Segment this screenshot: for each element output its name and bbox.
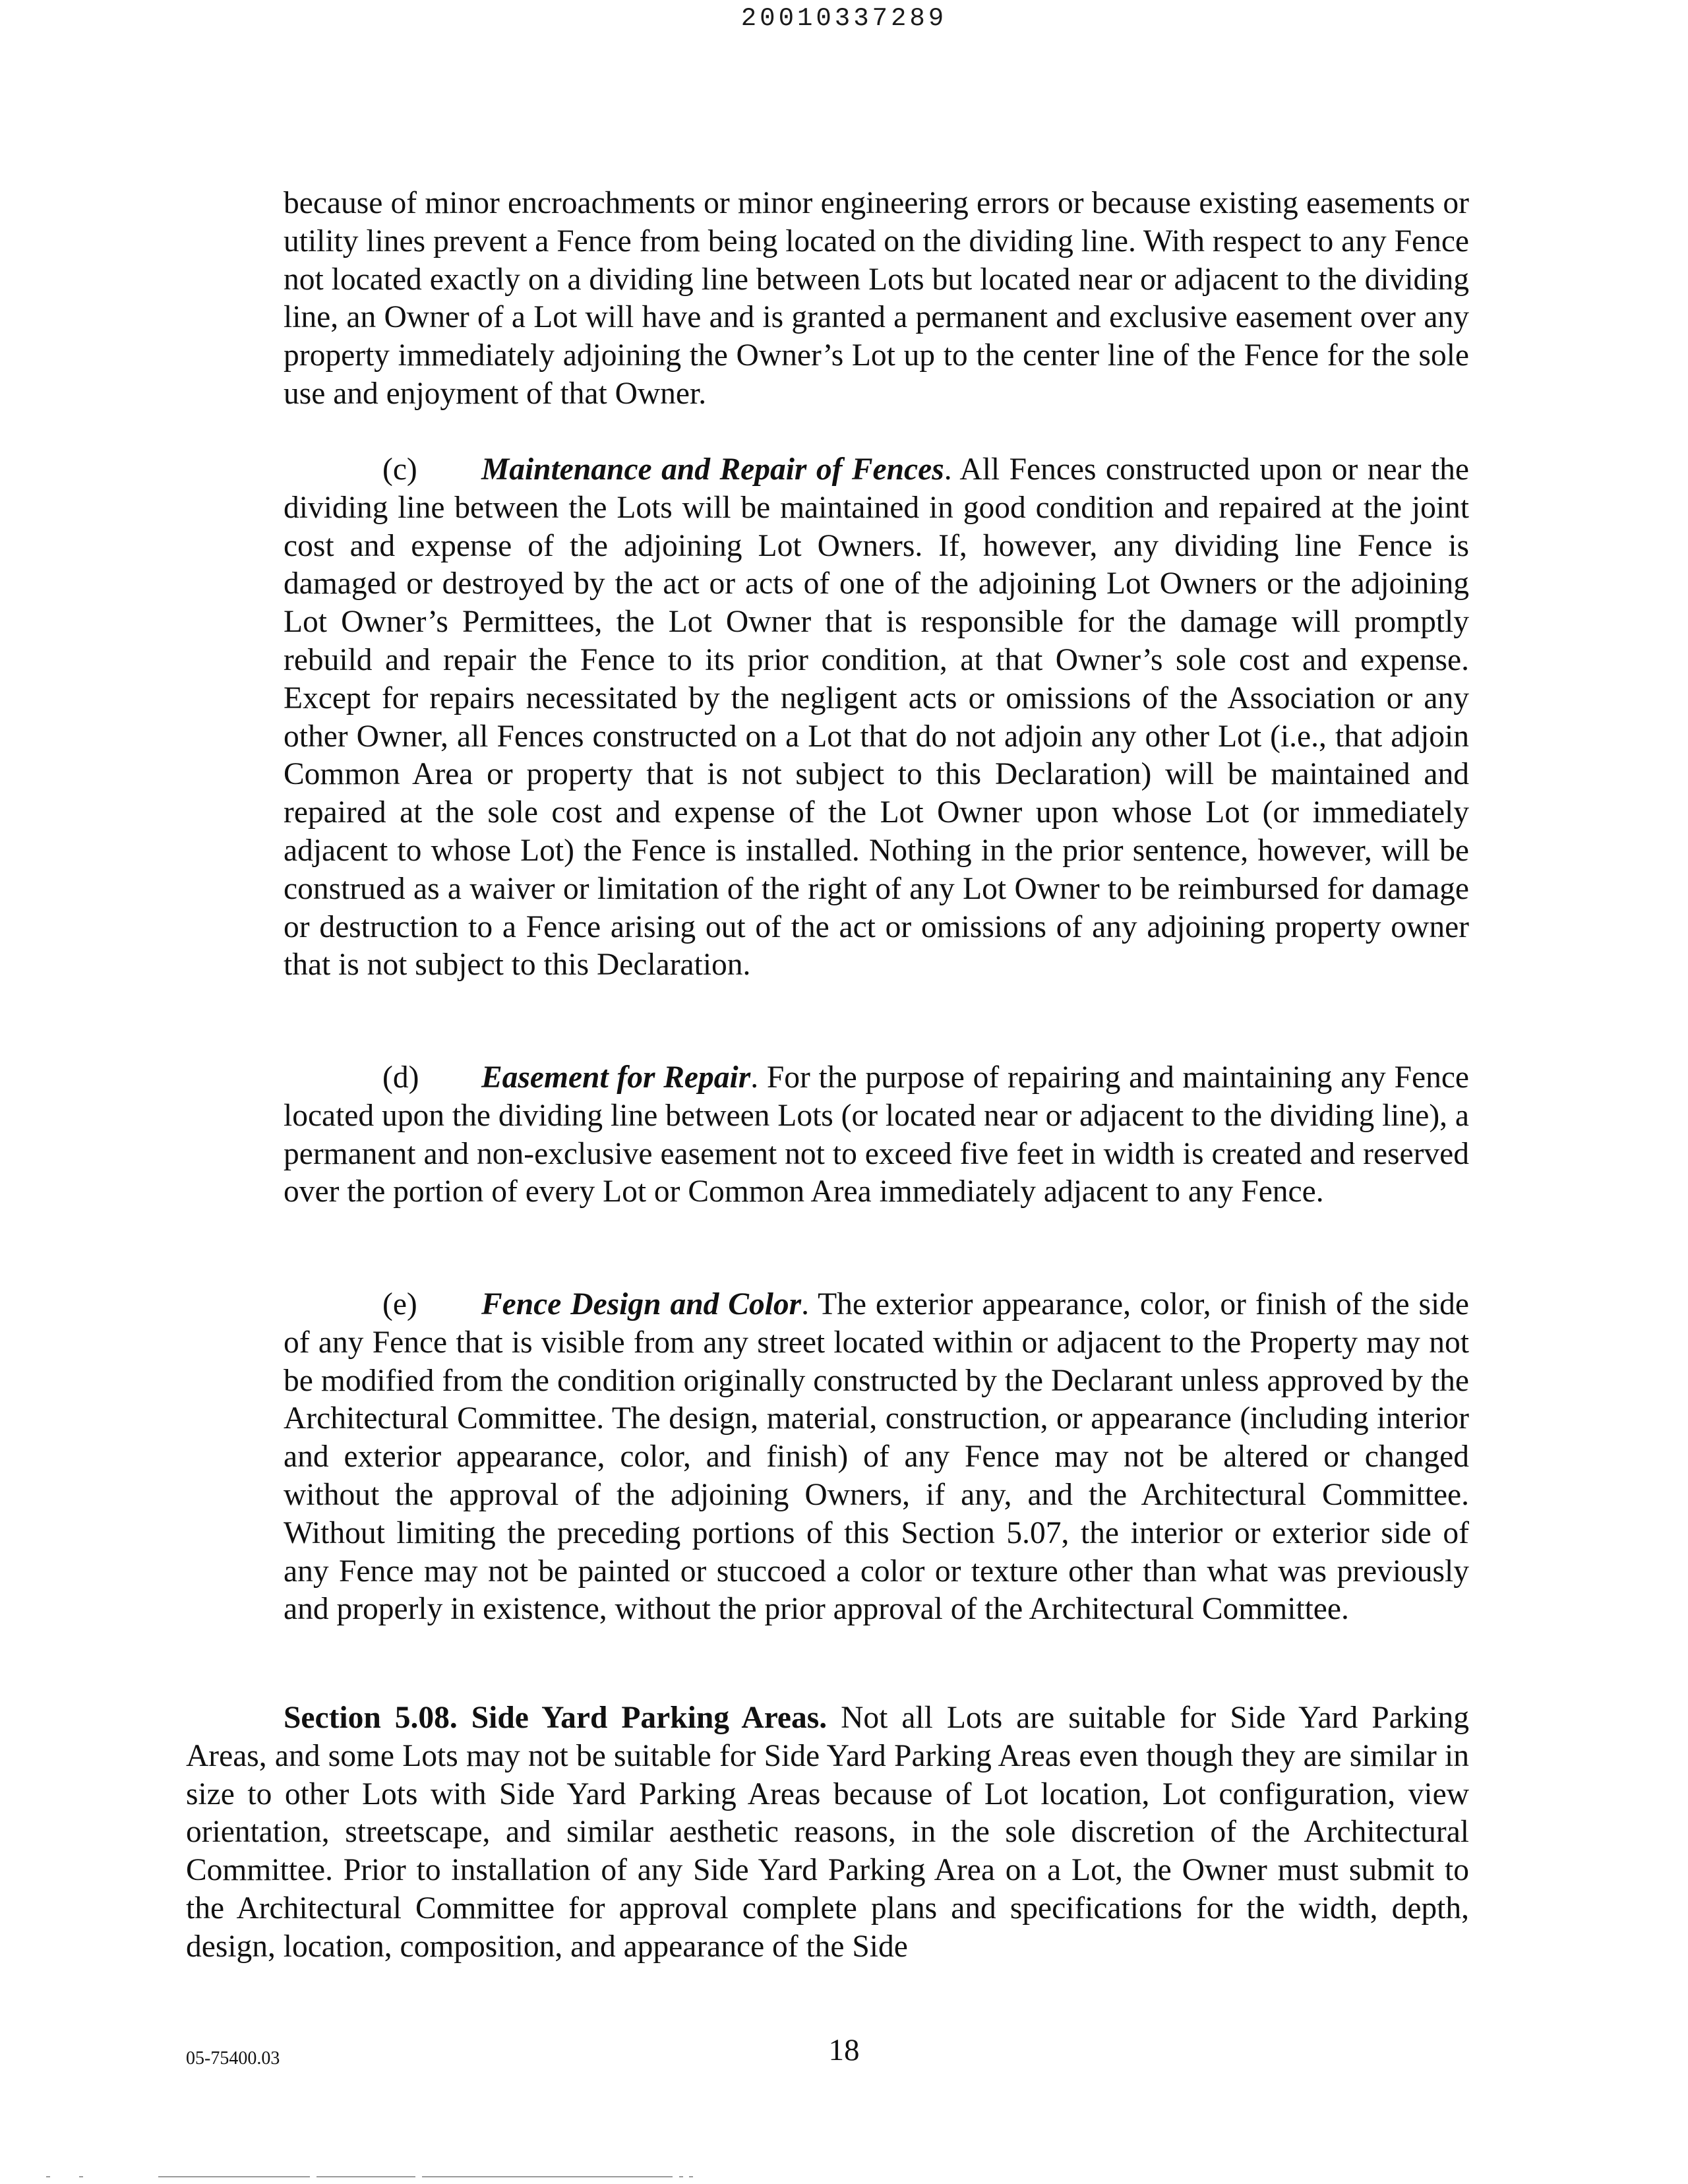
paragraph-e bbox=[284, 1286, 1469, 1629]
paragraph-e-text: The exterior appearance, color, or finish of the side of any Fence that is visible from any street located within or adjacent to the Property may not be modified from the condition originally constructed by the Declarant unless approved by the Architectural Committee. The design, material, construction, or appearance (including interior and exterior appearance, color, and finish) of any Fence may not be altered or changed without the approval of the adjoining Owners, if any, and the Architectural Committee. Without limiting the preceding portions of this Section 5.07, the interior or exterior side of any Fence may not be painted or stuccoed a color or texture other than what was previously and properly in existence, without the prior approval of the Architectural Committee. bbox=[284, 1287, 1469, 1627]
document-number: 20010337289 bbox=[740, 4, 948, 33]
page-number: 18 bbox=[828, 2033, 860, 2067]
paragraph-d bbox=[284, 1059, 1469, 1211]
scan-artifact-tick bbox=[679, 2176, 683, 2177]
paragraph-e-label: (e) bbox=[382, 1287, 417, 1321]
paragraph-c bbox=[284, 451, 1469, 985]
paragraph-c-text: All Fences constructed upon or near the dividing line between the Lots will be maintained in good condition and repaired at the joint cost and expense of the adjoining Lot Owners. If, however, any dividing line Fence is damaged or destroyed by the act or acts of one of the adjoining Lot Owners or the adjoining Lot Owner’s Permittees, the Lot Owner that is responsible for the damage will promptly rebuild and repair the Fence to its prior condition, at that Owner’s sole cost and expense. Except for repairs necessitated by the negligent acts or omissions of the Association or any other Owner, all Fences constructed on a Lot that do not adjoin any other Lot (i.e., that adjoin Common Area or property that is not subject to this Declaration) will be maintained and repaired at the sole cost and expense of the Lot Owner upon whose Lot (or immediately adjacent to whose Lot) the Fence is installed. Nothing in the prior sentence, however, will be construed as a waiver or limitation of the right of any Lot Owner to be reimbursed for damage or destruction to a Fence arising out of the act or omissions of any adjoining property owner that is not subject to this Declaration. bbox=[284, 452, 1469, 983]
paragraph-c-title: Maintenance and Repair of Fences bbox=[481, 452, 944, 487]
scan-artifact-line bbox=[158, 2176, 310, 2177]
paragraph-e-title: Fence Design and Color bbox=[481, 1287, 802, 1321]
section-5-08 bbox=[186, 1699, 1469, 1966]
paragraph-d-title: Easement for Repair bbox=[481, 1060, 751, 1095]
footer-document-code: 05-75400.03 bbox=[186, 2048, 280, 2069]
paragraph-c-label: (c) bbox=[382, 452, 417, 487]
paragraph-continuation: because of minor encroachments or minor engineering errors or because existing easements or utility lines prevent a Fence from being located on the dividing line. With respect to any Fence not located exactly on a dividing line between Lots but located near or adjacent to the dividing line, an Owner of a Lot will have and is granted a permanent and exclusive easement over any property immediately adjoining the Owner’s Lot up to the center line of the Fence for the sole use and enjoyment of that Owner. bbox=[284, 186, 1469, 411]
paragraph-d-text: For the purpose of repairing and maintaining any Fence located upon the dividing line between Lots (or located near or adjacent to the dividing line), a permanent and non-exclusive easement not to exceed five feet in width is created and reserved over the portion of every Lot or Common Area immediately adjacent to any Fence. bbox=[284, 1060, 1469, 1209]
scan-artifact-tick bbox=[46, 2176, 50, 2177]
section-5-08-title: Section 5.08. Side Yard Parking Areas bbox=[284, 1701, 820, 1735]
scan-artifact-line bbox=[422, 2176, 673, 2177]
section-5-08-text: Not all Lots are suitable for Side Yard Parking Areas, and some Lots may not be suitable for Side Yard Parking Areas even though they are similar in size to other Lots with Side Yard Parking Areas because of Lot location, Lot configuration, view orientation, streetscape, and similar aesthetic reasons, in the sole discretion of the Architectural Committee. Prior to installation of any Side Yard Parking Area on a Lot, the Owner must submit to the Architectural Committee for approval complete plans and specifications for the width, depth, design, location, composition, and appearance of the Side bbox=[186, 1701, 1469, 1964]
paragraph-c-title-period: . bbox=[944, 452, 952, 487]
paragraph-e-title-period: . bbox=[801, 1287, 810, 1321]
section-5-08-title-period: . bbox=[819, 1701, 828, 1735]
scan-artifact-line bbox=[316, 2176, 415, 2177]
paragraph-d-label: (d) bbox=[382, 1060, 419, 1095]
scan-artifact-tick bbox=[79, 2176, 83, 2177]
paragraph-d-title-period: . bbox=[750, 1060, 759, 1095]
scan-artifact-tick bbox=[689, 2176, 693, 2177]
